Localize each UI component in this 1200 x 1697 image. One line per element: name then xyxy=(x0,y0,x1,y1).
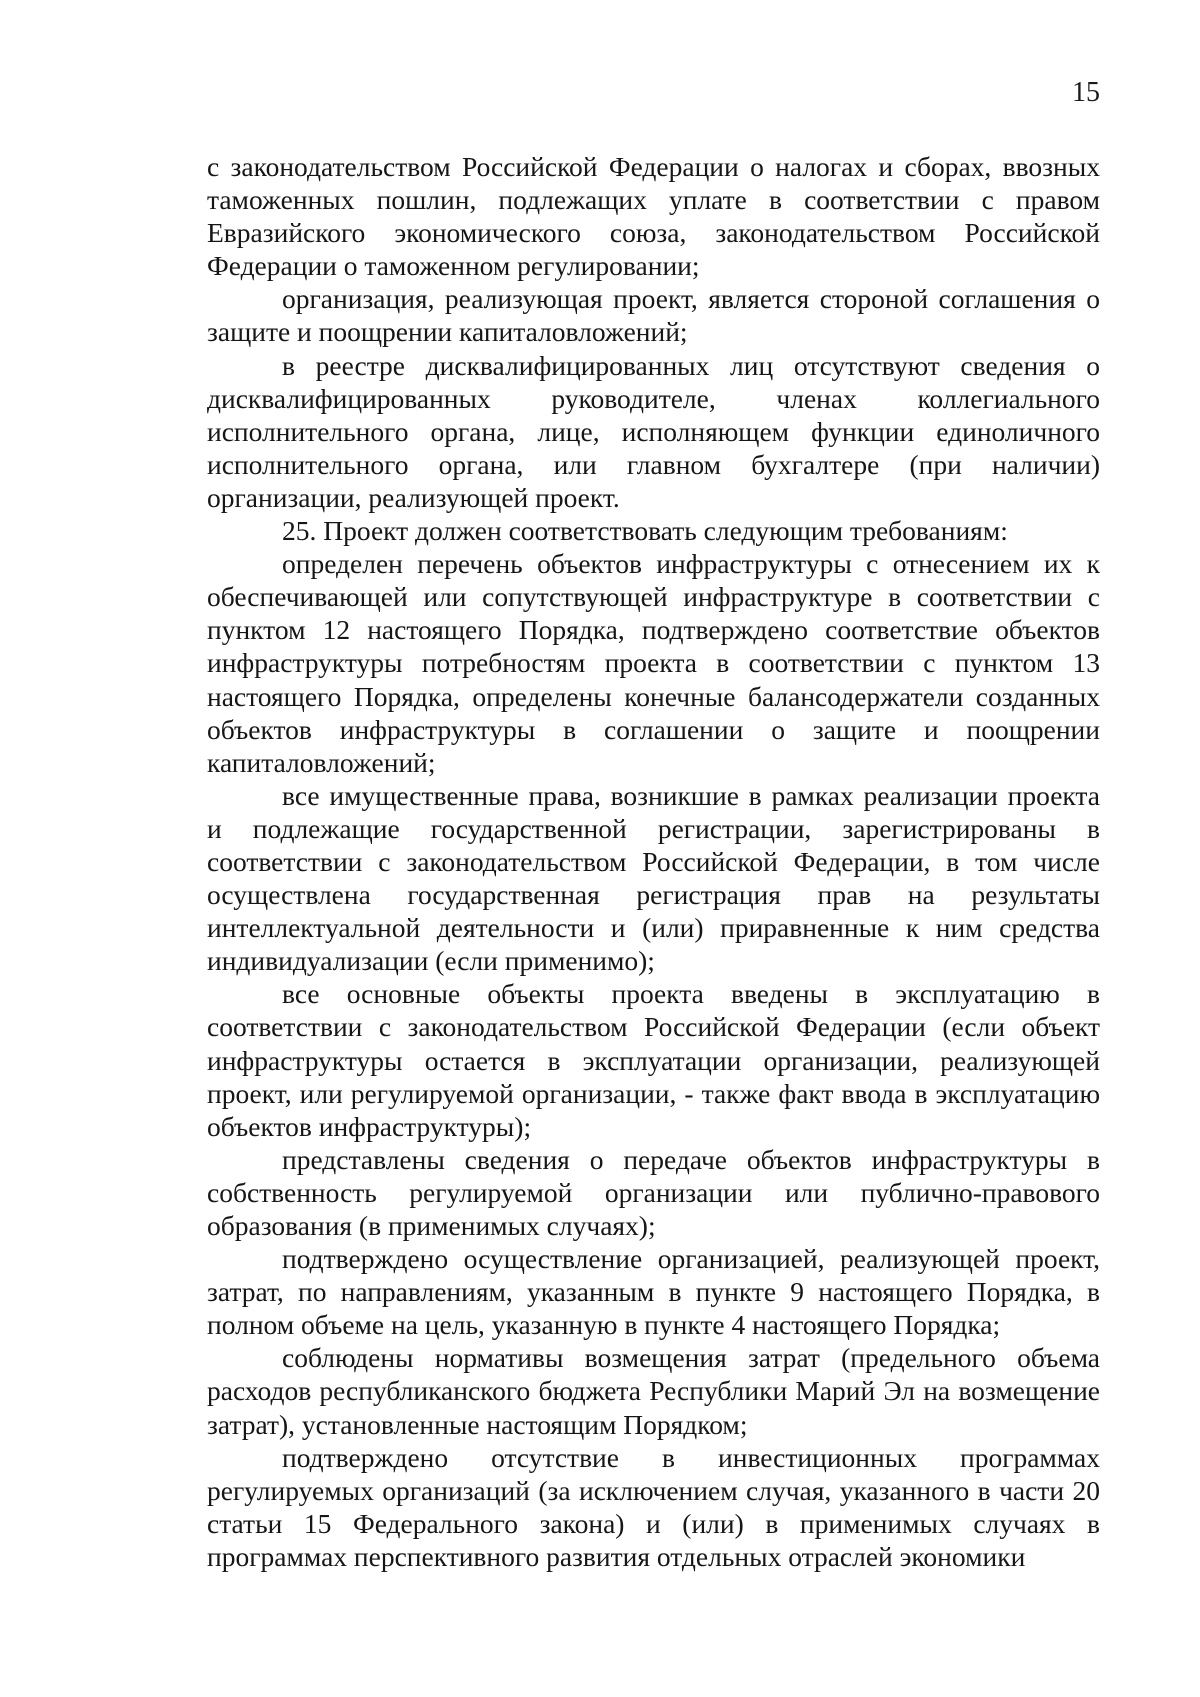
paragraph-infrastructure-list: определен перечень объектов инфраструктуры с отнесением их к обеспечивающей или сопутствующей инфраструктуре в соответствии с пунктом 12 настоящего Порядка, подтверждено соответствие объектов инфраструктуры потребностям проекта в соответствии с пунктом 13 настоящего Порядка, определены конечные балансодержатели созданных объектов инфраструктуры в соглашении о защите и поощрении капиталовложений; xyxy=(207,548,1100,778)
paragraph-item-25-heading: 25. Проект должен соответствовать следующим требованиям: xyxy=(282,515,1008,547)
document-body xyxy=(207,150,1100,1573)
paragraph-disqualified-registry: в реестре дисквалифицированных лиц отсутствуют сведения о дисквалифицированных руководителе, членах коллегиального исполнительного органа, лице, исполняющем функции единоличного исполнительного органа, или главном бухгалтере (при наличии) организации, реализующей проект. xyxy=(207,349,1100,513)
paragraph-reimbursement-norms: соблюдены нормативы возмещения затрат (предельного объема расходов республиканского бюджета Республики Марий Эл на возмещение затрат), установленные настоящим Порядком; xyxy=(207,1342,1100,1440)
paragraph-agreement-party: организация, реализующая проект, является стороной соглашения о защите и поощрении капиталовложений; xyxy=(207,283,1100,348)
paragraph-costs-confirmed: подтверждено осуществление организацией, реализующей проект, затрат, по направлениям, указанным в пункте 9 настоящего Порядка, в полном объеме на цель, указанную в пункте 4 настоящего Порядка; xyxy=(207,1243,1100,1341)
paragraph-ownership-transfer: представлены сведения о передаче объектов инфраструктуры в собственность регулируемой организации или публично-правового образования (в применимых случаях); xyxy=(207,1143,1100,1241)
page-number: 15 xyxy=(1072,77,1100,108)
paragraph-continuation: с законодательством Российской Федерации о налогах и сборах, ввозных таможенных пошлин, подлежащих уплате в соответствии с правом Евразийского экономического союза, законодательством Российской Федерации о таможенном регулировании; xyxy=(207,151,1100,282)
paragraph-investment-programs: подтверждено отсутствие в инвестиционных программах регулируемых организаций (за исключением случая, указанного в части 20 статьи 15 Федерального закона) и (или) в применимых случаях в программах перспективного развития отдельных отраслей экономики xyxy=(207,1441,1100,1572)
paragraph-commissioning: все основные объекты проекта введены в эксплуатацию в соответствии с законодательством Российской Федерации (если объект инфраструктуры остается в эксплуатации организации, реализующей проект, или регулируемой организации, - также факт ввода в эксплуатацию объектов инфраструктуры); xyxy=(207,978,1100,1142)
paragraph-property-rights: все имущественные права, возникшие в рамках реализации проекта и подлежащие государственной регистрации, зарегистрированы в соответствии с законодательством Российской Федерации, в том числе осуществлена государственная регистрация прав на результаты интеллектуальной деятельности и (или) приравненные к ним средства индивидуализации (если применимо); xyxy=(207,779,1100,977)
